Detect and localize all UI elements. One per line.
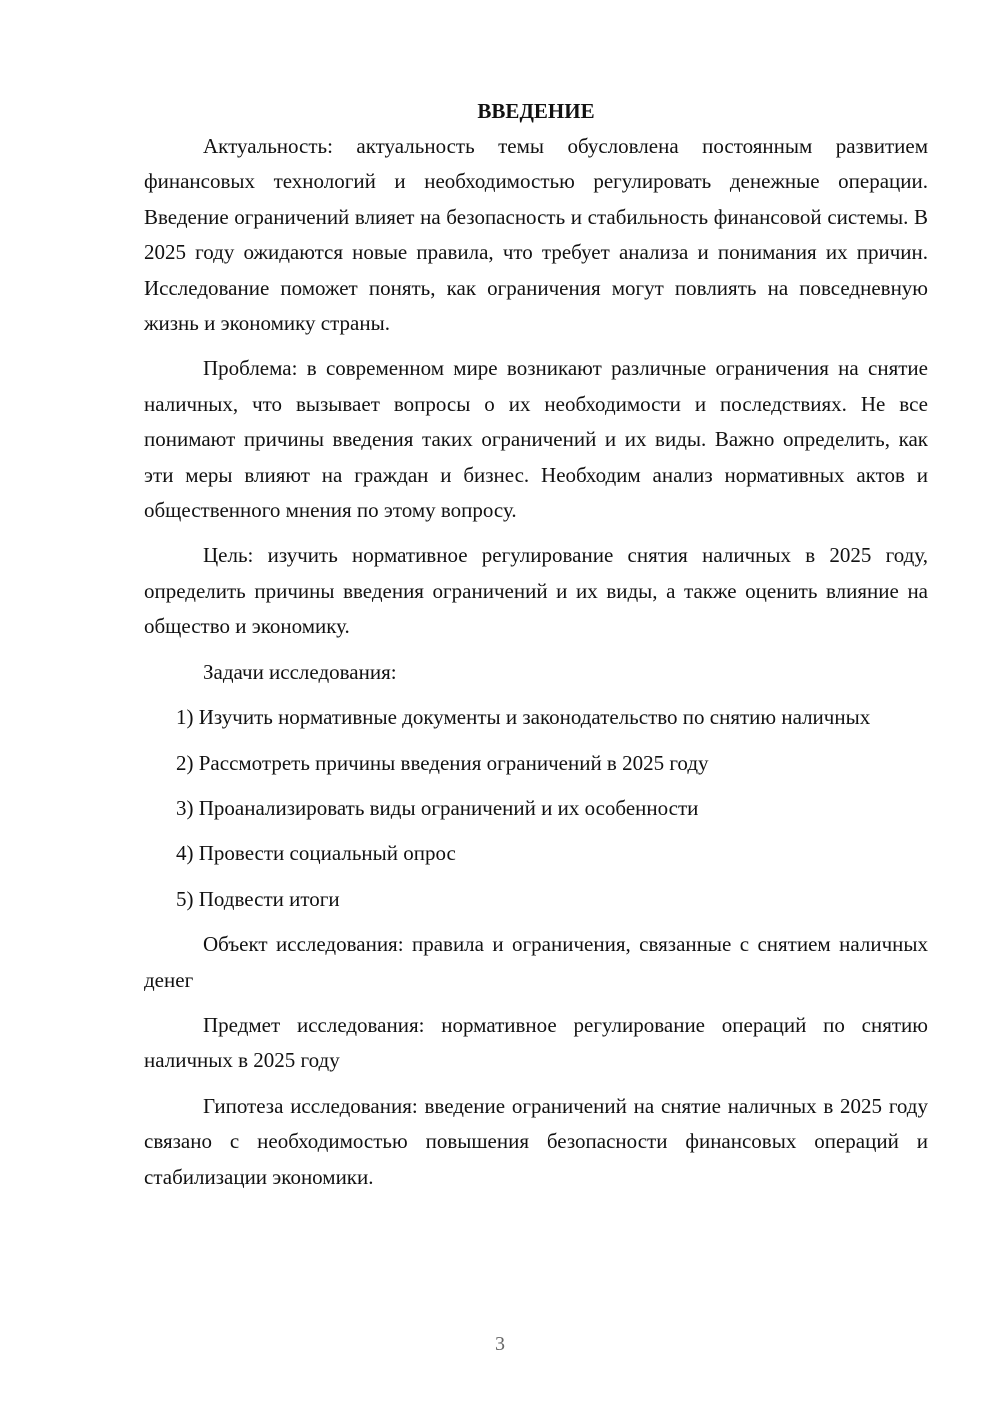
paragraph-goal: Цель: изучить нормативное регулирование снятия наличных в 2025 году, определить причины введения ограничений и их виды, а также оценить влияние на общество и экономику.: [144, 543, 928, 639]
paragraph-problem: Проблема: в современном мире возникают различные ограничения на снятие наличных, что вызывает вопросы о их необходимости и последствиях. Не все понимают причины введения таких ограничений и их виды. Важно определить, как эти меры влияют на граждан и бизнес. Необходим анализ нормативных актов и общественного мнения по этому вопросу.: [144, 356, 928, 523]
paragraph-object: Объект исследования: правила и ограничения, связанные с снятием наличных денег: [144, 932, 928, 992]
task-item-4: 4) Провести социальный опрос: [176, 841, 456, 866]
document-page: [144, 94, 928, 1205]
page-number: 3: [495, 1333, 505, 1355]
task-item-1: 1) Изучить нормативные документы и законодательство по снятию наличных: [176, 705, 871, 730]
paragraph-subject: Предмет исследования: нормативное регулирование операций по снятию наличных в 2025 году: [144, 1012, 928, 1073]
tasks-heading: Задачи исследования:: [203, 659, 397, 684]
paragraph-relevance: Актуальность: актуальность темы обусловлена постоянным развитием финансовых технологий и необходимостью регулировать денежные операции. Введение ограничений влияет на безопасность и стабильность финансовой системы. В 2025 году ожидаются новые правила, что требует анализа и понимания их причин. Исследование поможет понять, как ограничения могут повлиять на повседневную жизнь и экономику страны.: [144, 134, 928, 336]
tasks-list: [144, 700, 928, 917]
section-title: ВВЕДЕНИЕ: [477, 99, 595, 123]
task-item-2: 2) Рассмотреть причины введения ограничений в 2025 году: [176, 750, 709, 775]
task-item-5: 5) Подвести итоги: [176, 886, 340, 911]
task-item-3: 3) Проанализировать виды ограничений и их особенности: [176, 795, 699, 820]
paragraph-hypothesis: Гипотеза исследования: введение ограничений на снятие наличных в 2025 году связано с необходимостью повышения безопасности финансовых операций и стабилизации экономики.: [144, 1093, 928, 1189]
